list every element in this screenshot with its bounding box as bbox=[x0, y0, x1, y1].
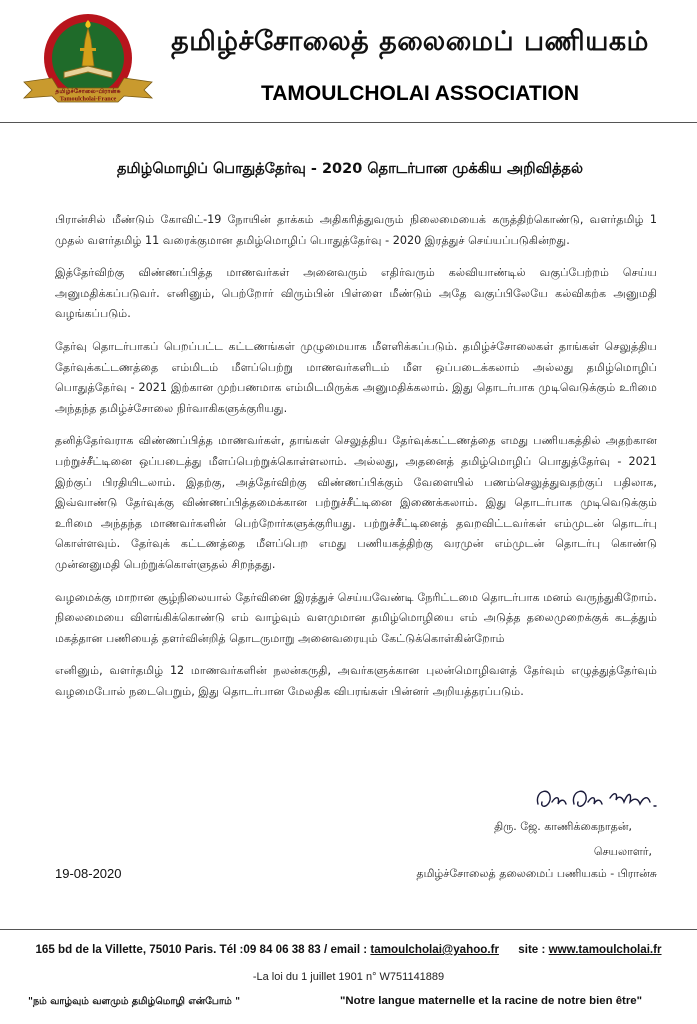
paragraph-3: தேர்வு தொடர்பாகப் பெறப்பட்ட கட்டணங்கள் முழுமையாக மீளளிக்கப்படும். தமிழ்ச்சோலைகள் தாங்கள் செலுத்திய தேர்வுக்கட்டணத்தை எம்மிடம் மீளப்பெற்று மாணவர்களிடம் மீள ஒப்படைக்கலாம் அல்லது தமிழ்மொழிப் பொதுத்தேர்வு - 2021 இற்கான முற்பணமாக எம்மிடமிருக்க அனுமதிக்கலாம். இது தொடர்பாக முடிவெடுக்கும் உரிமை அந்தந்த தமிழ்ச்சோலை நிர்வாகிகளுக்குரியது. bbox=[55, 339, 657, 415]
header-divider bbox=[0, 122, 697, 123]
logo-text-latin: Tamoulcholai-France bbox=[59, 95, 117, 103]
paragraph-5: வழமைக்கு மாறான சூழ்நிலையால் தேர்வினை இரத்துச் செய்யவேண்டி நேரிட்டமை தொடர்பாக மனம் வருந்துகிறோம். நிலைமையை விளங்கிக்கொண்டு எம் வாழ்வும் வளமுமான தமிழ்மொழியை எம் அடுத்த தலைமுறைக்குக் கடத்தும் மகத்தான பணியைத் தளர்வின்றித் தொடருமாறு அனைவரையும் கேட்டுக்கொள்கின்றோம் bbox=[55, 590, 657, 645]
notice-date: 19-08-2020 bbox=[55, 866, 122, 881]
notice-body bbox=[55, 210, 657, 714]
signature-icon bbox=[530, 778, 670, 818]
website-link[interactable]: www.tamoulcholai.fr bbox=[548, 943, 662, 956]
footer-email-label: email : bbox=[330, 943, 368, 956]
signer-org: தமிழ்ச்சோலைத் தலைமைப் பணியகம் - பிரான்சு bbox=[416, 867, 657, 880]
tamoulcholai-logo bbox=[18, 10, 158, 110]
footer-divider bbox=[0, 929, 697, 930]
signer-name: திரு. ஜே. காணிக்கைநாதன், bbox=[494, 820, 632, 833]
org-name-tamil: தமிழ்ச்சோலைத் தலைமைப் பணியகம் bbox=[171, 26, 649, 57]
notice-title: தமிழ்மொழிப் பொதுத்தேர்வு - 2020 தொடர்பான முக்கிய அறிவித்தல் bbox=[116, 161, 584, 177]
footer-address: 165 bd de la Villette, 75010 Paris. Tél :09 84 06 38 83 / bbox=[35, 943, 328, 956]
org-name-latin: TAMOULCHOLAI ASSOCIATION bbox=[260, 82, 580, 105]
signer-role: செயலாளர், bbox=[593, 845, 652, 858]
motto-tamil: "நம் வாழ்வும் வளமும் தமிழ்மொழி என்போம் " bbox=[28, 996, 241, 1007]
paragraph-2: இத்தேர்விற்கு விண்ணப்பித்த மாணவர்கள் அனைவரும் எதிர்வரும் கல்வியாண்டில் வகுப்பேற்றம் செய்ய அனுமதிக்கப்படுவர். எனினும், பெற்றோர் விரும்பின் பிள்ளை மீண்டும் அதே வகுப்பிலேயே கல்விகற்க அனுமதி வழங்கப்படும். bbox=[55, 266, 657, 321]
email-link[interactable]: tamoulcholai@yahoo.fr bbox=[370, 943, 499, 956]
logo-text-tamil: தமிழ்ச்சோலை-பிரான்சு bbox=[55, 88, 121, 95]
paragraph-1: பிரான்சில் மீண்டும் கோவிட்-19 நோயின் தாக்கம் அதிகரித்துவரும் நிலைமையைக் கருத்திற்கொண்டு, வளர்தமிழ் 1 முதல் வளர்தமிழ் 11 வரைக்குமான தமிழ்மொழிப் பொதுத்தேர்வு - 2020 இரத்துச் செய்யப்படுகின்றது. bbox=[55, 213, 657, 247]
motto-french: "Notre langue maternelle et la racine de notre bien être" bbox=[340, 995, 642, 1007]
footer-contact bbox=[0, 943, 697, 956]
paragraph-4: தனித்தேர்வராக விண்ணப்பித்த மாணவர்கள், தாங்கள் செலுத்திய தேர்வுக்கட்டணத்தை எமது பணியகத்தில் அதற்கான பற்றுச்சீட்டினை ஒப்படைத்து மீளப்பெற்றுக்கொள்ளலாம். அல்லது, அதனைத் தமிழ்மொழிப் பொதுத்தேர்வு - 2021 இற்குப் பிரதியிடலாம். இதற்கு, அத்தேர்விற்கு விண்ணப்பிக்கும் வேளையில் பணம்செலுத்துவதற்குப் பதிலாக, இவ்வாண்டு தேர்வுக்கு விண்ணப்பித்தமைக்கான பற்றுச்சீட்டினை இணைக்கலாம். இது தொடர்பாக முடிவெடுக்கும் உரிமை அந்தந்த மாணவர்களின் பெற்றோர்களுக்குரியது. பற்றுச்சீட்டினைத் தவறவிட்டவர்கள் எம்முடன் தொடர்பு கொள்ளவும். தேர்வுக் கட்டணத்தை மீளப்பெற எமது பணியகத்திற்கு வரமுன் எம்முடன் தொடர்பு கொண்டு முன்னனுமதி பெற்றுக்கொள்ளுதல் சிறந்தது. bbox=[55, 434, 657, 571]
footer-site-label: site : bbox=[518, 943, 546, 956]
legal-registration: -La loi du 1 juillet 1901 n° W751141889 bbox=[252, 971, 445, 983]
paragraph-6: எனினும், வளர்தமிழ் 12 மாணவர்களின் நலன்கருதி, அவர்களுக்கான புலன்மொழிவளத் தேர்வும் எழுத்துத்தேர்வும் வழமைபோல் நடைபெறும், இது தொடர்பான மேலதிக விபரங்கள் பின்னர் அறியத்தரப்படும். bbox=[55, 664, 657, 698]
